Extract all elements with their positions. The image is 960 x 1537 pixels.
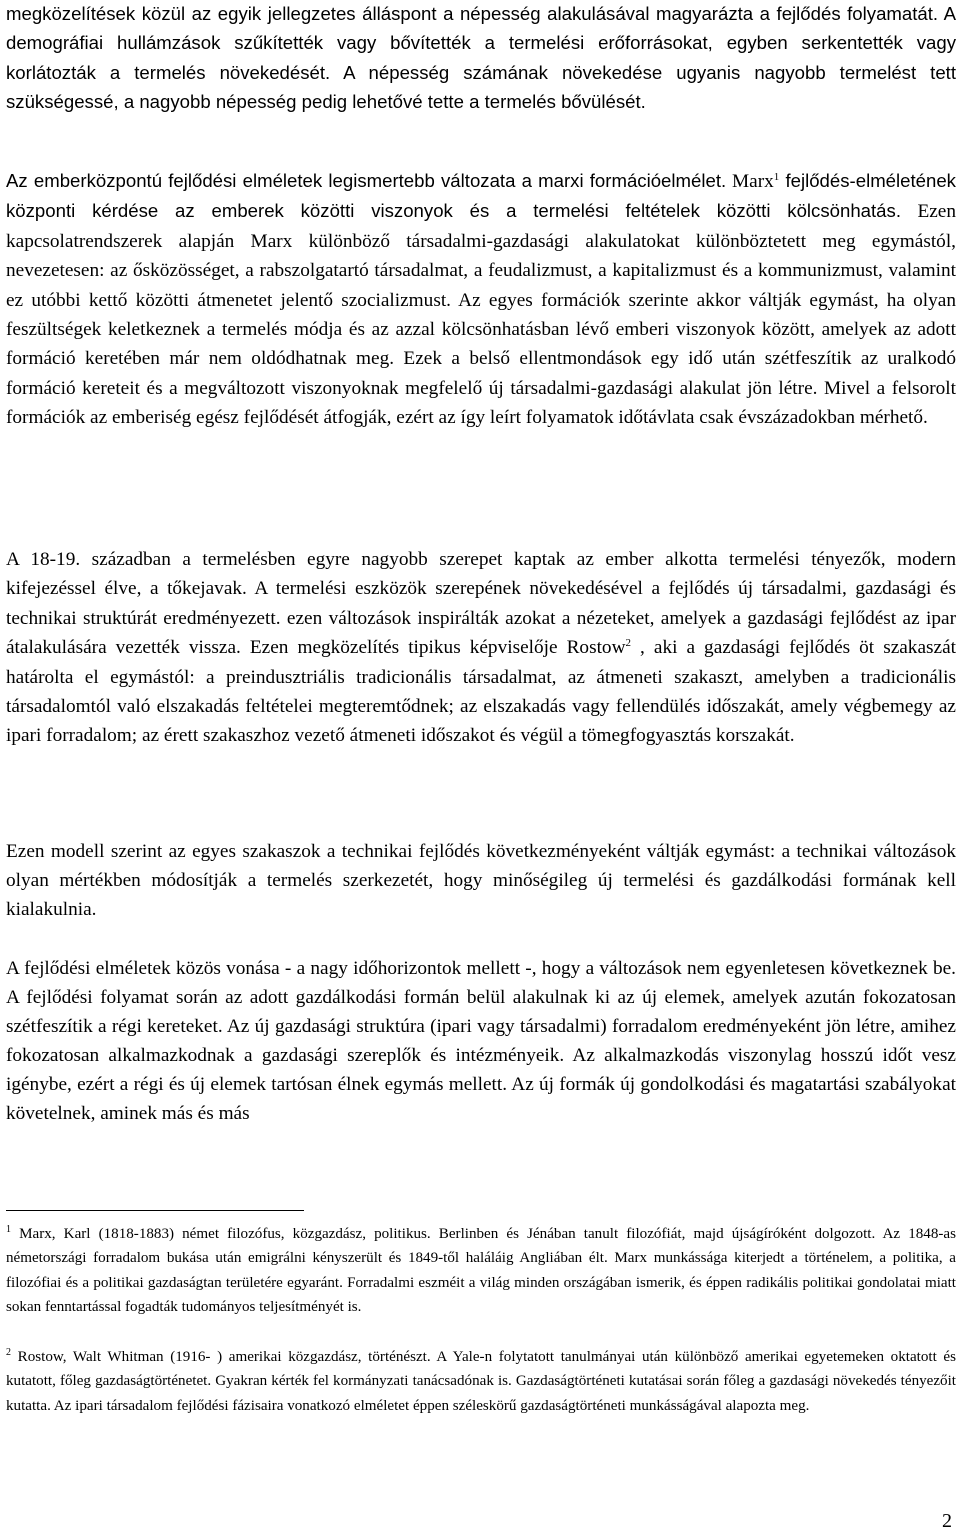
marx-name: Marx xyxy=(732,171,774,192)
footnote-mark-2: 2 xyxy=(6,1347,11,1358)
footnote-1 xyxy=(6,1222,956,1320)
paragraph-model: Ezen modell szerint az egyes szakaszok a technikai fejlődés következményeként váltják egymást: a technikai változások olyan mértékben módosítják a termelés szerkezetét, hogy minőségileg új termelési és gazdálkodási formának kell kialakulnia. xyxy=(6,841,956,920)
paragraph-marx-intro: Az emberközpontú fejlődési elméletek legismertebb változata a marxi formációelmélet. xyxy=(6,170,727,191)
paragraph-common-feature: A fejlődési elméletek közös vonása - a nagy időhorizontok mellett -, hogy a változások nem egyenletesen következnek be. A fejlődési folyamat során az adott gazdálkodási formán belül alakulnak ki az új elemek, amelyek azután fokozatosan szétfeszítik a régi kereteket. Az új gazdasági struktúra (ipari vagy társadalmi) forradalom eredményeként jön létre, amihez fokozatosan alkalmazkodnak a gazdasági szereplők és intézményeik. Az alkalmazkodás viszonylag hosszú időt vesz igénybe, ezért a régi és új elemek tartósan élnek egymás mellett. Az új formák új gondolkodási és magatartási szabályokat követelnek, aminek más és más xyxy=(6,958,956,1124)
page-number: 2 xyxy=(942,1510,952,1532)
footnote-2-text: Rostow, Walt Whitman (1916- ) amerikai közgazdász, történészt. A Yale-n folytatott tanulmányai után különböző amerikai egyetemeken oktatott és kutatott, főleg gazdaságtörténetet. Gyakran kérték fel kormányzati tanácsadónak is. Gazdaságtörténeti kutatásai során főleg a gazdasági növekedés tényezőit kutatta. Az ipari társadalom fejlődési fázisaira vonatkozó elméletet éppen széleskörű gazdaságtörténeti munkásságával alapozta meg. xyxy=(6,1349,956,1414)
paragraph-marx-body: Ezen kapcsolatrendszerek alapján Marx különböző társadalmi-gazdasági alakulatokat különböztetett meg egymástól, nevezetesen: az ősközösséget, a rabszolgatartó társadalmat, a feudalizmust, a kapitalizmust és a kommunizmust, valamint ez utóbbi kettő közötti átmenetet jelentő szocializmust. Az egyes formációk szerinte akkor váltják egymást, ha olyan feszültségek keletkeznek a termelés módja és az azzal kölcsönhatásban lévő emberi viszonyok között, amelyek az adott formáció keretében már nem oldódhatnak meg. Ezek a belső ellentmondások egy idő után szétfeszítik az uralkodó formáció kereteit és a megváltozott viszonyoknak megfelelő új társadalmi-gazdasági alakulat jön létre. Mivel a felsorolt formációk az emberiség egész fejlődését átfogják, ezért az így leírt folyamatok időtávlata csak évszázadokban mérhető. xyxy=(6,201,956,429)
footnote-2 xyxy=(6,1345,956,1418)
paragraph-marx xyxy=(6,166,956,433)
paragraph-rostow-lead: A 18-19. században a termelésben egyre nagyobb szerepet kaptak az ember alkotta termelési tényezők, modern kifejezéssel élve, a tőkejavak. A termelési eszközök szerepének növekedésével a fejlődés új társadalmi, gazdasági és technikai struktúrát eredményezett. ezen változások inspirálták azokat a nézeteket, amelyek a gazdasági fejlődést az ipar átalakulására vezették vissza. Ezen megközelítés tipikus képviselője Rostow xyxy=(6,549,956,659)
paragraph-population: megközelítések közül az egyik jellegzetes álláspont a népesség alakulásával magyarázta a fejlődés folyamatát. A demográfiai hullámzások szűkítették vagy bővítették a termelési erőforrásokat, egyben serkentették vagy korlátozták a termelés növekedését. A népesség számának növekedése ugyanis nagyobb termelést tett szükségessé, a nagyobb népesség pedig lehetővé tette a termelés bővülését. xyxy=(6,3,956,113)
paragraph-rostow xyxy=(6,545,956,751)
footnote-ref-2[interactable]: 2 xyxy=(625,637,631,650)
footnote-mark-1: 1 xyxy=(6,1224,11,1235)
paragraph-rostow-body: , aki a gazdasági fejlődés öt szakaszát határolta el egymástól: a preindusztriális tradicionális társadalmat, az átmeneti szakaszt, amelyben a tradicionális társadalomtól való elszakadás feltételei megteremtődnek; az elszakadás vagy fellendülés időszakát, amely végbemegy az ipari forradalom; az érett szakaszhoz vezető átmeneti időszakot és végül a tömegfogyasztás korszakát. xyxy=(6,637,956,747)
footnote-divider xyxy=(6,1210,304,1211)
footnote-1-text: Marx, Karl (1818-1883) német filozófus, közgazdász, politikus. Berlinben és Jénában tanult filozófiát, majd újságíróként dolgozott. Az 1848-as németországi forradalom bukása után emigrálni kényszerült és 1849-től haláláig Angliában élt. Marx munkássága kiterjedt a történelem, a politika, a filozófiai és a politikai gazdaságtan területére egyaránt. Forradalmi eszméit a világ minden országában ismerik, és éppen radikális politikai gondolatai miatt sokan fenntartással fogadták tudományos teljesítményét is. xyxy=(6,1226,956,1316)
paragraph-marx-question: fejlődés-elméletének központi kérdése az emberek közötti viszonyok és a termelési feltételek közötti kölcsönhatás. xyxy=(6,170,956,222)
footnote-ref-1[interactable]: 1 xyxy=(773,171,780,183)
